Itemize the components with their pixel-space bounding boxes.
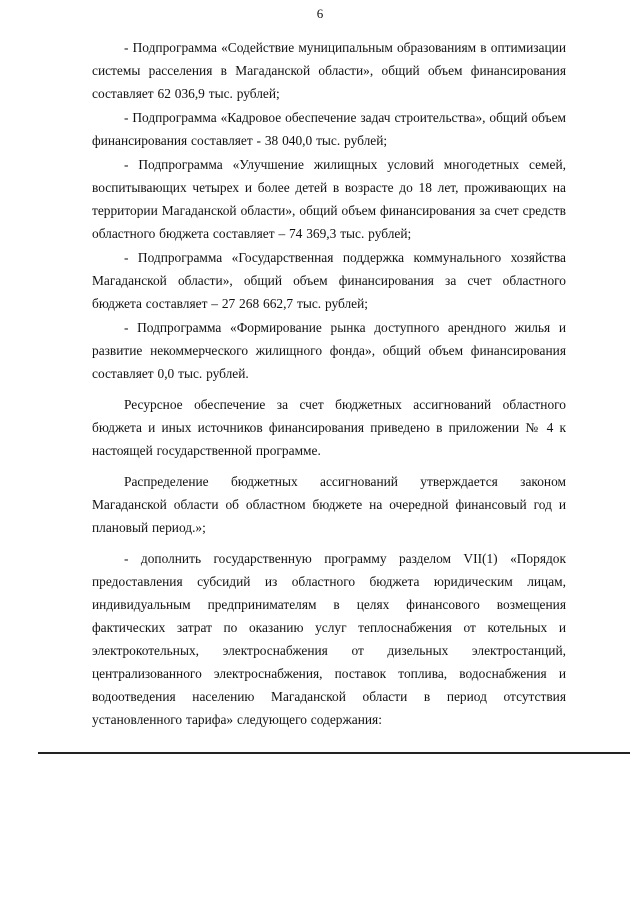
horizontal-rule bbox=[38, 752, 630, 754]
paragraph-resource-provision: Ресурсное обеспечение за счет бюджетных ассигнований областного бюджета и иных источников финансирования приведено в приложении № 4 к настоящей государственной программе. bbox=[92, 397, 566, 458]
document-body bbox=[92, 36, 566, 731]
paragraph-budget-distribution: Распределение бюджетных ассигнований утверждается законом Магаданской области об областном бюджете на очередной финансовый год и плановый период.»; bbox=[92, 474, 566, 535]
paragraph-subprogram-settlement: - Подпрограмма «Содействие муниципальным образованиям в оптимизации системы расселения в Магаданской области», общий объем финансирования составляет 62 036,9 тыс. рублей; bbox=[92, 40, 566, 101]
paragraph-subprogram-utilities: - Подпрограмма «Государственная поддержка коммунального хозяйства Магаданской области», общий объем финансирования за счет областного бюджета составляет – 27 268 662,7 тыс. рублей; bbox=[92, 250, 566, 311]
paragraph-subprogram-rental-housing: - Подпрограмма «Формирование рынка доступного арендного жилья и развитие некоммерческого жилищного фонда», общий объем финансирования составляет 0,0 тыс. рублей. bbox=[92, 320, 566, 381]
paragraph-section-vii1: - дополнить государственную программу разделом VII(1) «Порядок предоставления субсидий из областного бюджета юридическим лицам, индивидуальным предпринимателям в целях финансового возмещения фактических затрат по оказанию услуг теплоснабжения от котельных и электрокотельных, электроснабжения от дизельных электростанций, централизованного электроснабжения, поставок топлива, водоснабжения и водоотведения населению Магаданской области в период отсутствия установленного тарифа» следующего содержания: bbox=[92, 551, 566, 727]
paragraph-subprogram-large-families: - Подпрограмма «Улучшение жилищных условий многодетных семей, воспитывающих четырех и более детей в возрасте до 18 лет, проживающих на территории Магаданской области», общий объем финансирования за счет средств областного бюджета составляет – 74 369,3 тыс. рублей; bbox=[92, 157, 566, 241]
page-number: 6 bbox=[316, 6, 324, 21]
paragraph-subprogram-staffing: - Подпрограмма «Кадровое обеспечение задач строительства», общий объем финансирования составляет - 38 040,0 тыс. рублей; bbox=[92, 110, 566, 148]
